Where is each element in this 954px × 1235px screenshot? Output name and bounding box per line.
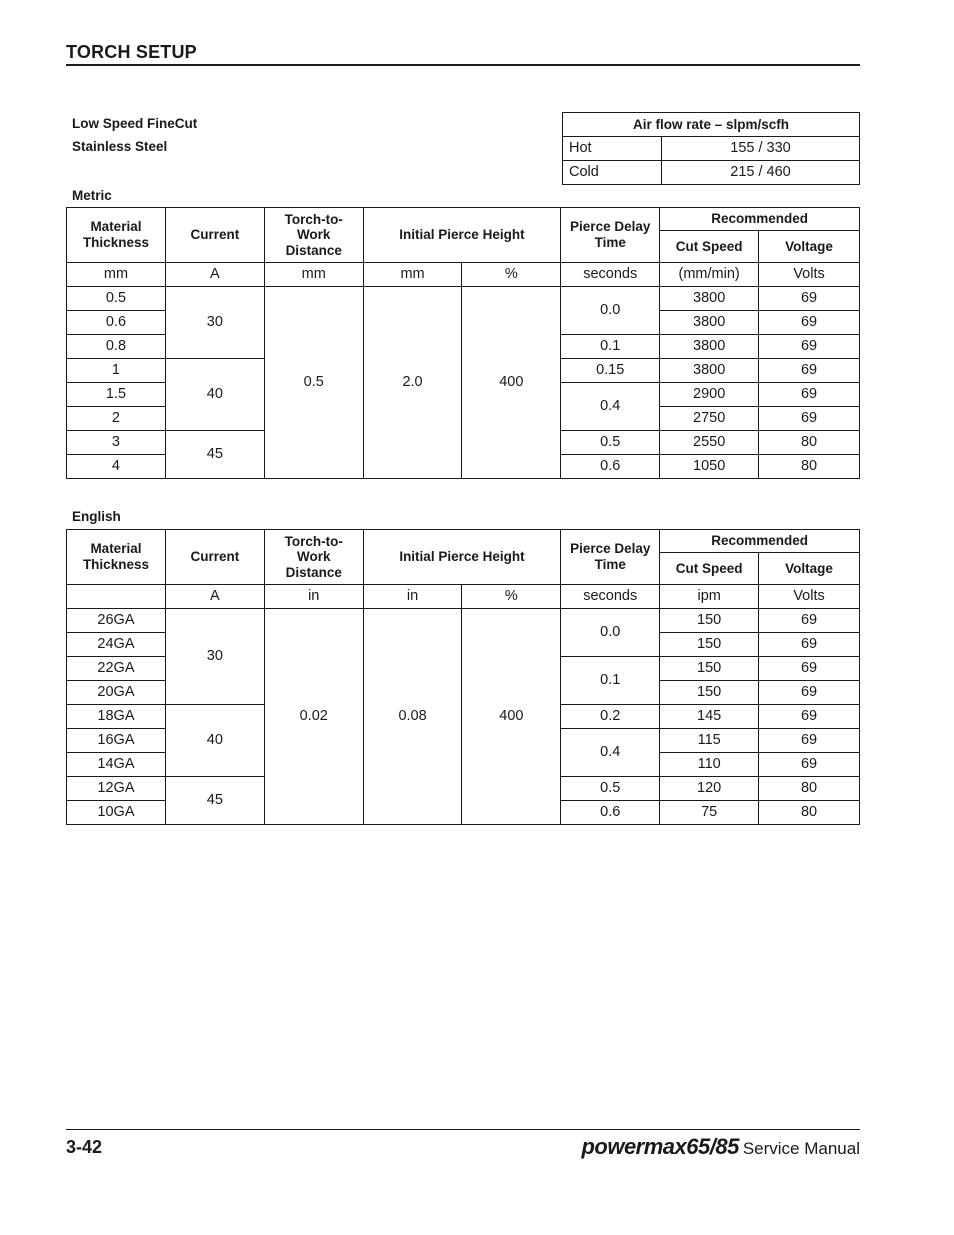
brand-logo: powermax65/85 — [581, 1134, 739, 1159]
voltage-cell: 69 — [759, 609, 860, 633]
material-name: Stainless Steel — [72, 139, 168, 154]
unit-cell: mm — [264, 263, 363, 287]
cut-speed-cell: 75 — [660, 801, 759, 825]
unit-cell: A — [165, 585, 264, 609]
col-thickness: Material Thickness — [67, 208, 166, 263]
voltage-cell: 80 — [759, 431, 860, 455]
metric-table — [66, 207, 860, 479]
col-pierce-delay: Pierce Delay Time — [561, 530, 660, 585]
cut-speed-cell: 2900 — [660, 383, 759, 407]
thickness-cell: 10GA — [67, 801, 166, 825]
voltage-cell: 80 — [759, 455, 860, 479]
col-torch-to-work: Torch-to-Work Distance — [264, 208, 363, 263]
units-row — [67, 585, 860, 609]
cut-speed-cell: 115 — [660, 729, 759, 753]
col-current: Current — [165, 530, 264, 585]
voltage-cell: 69 — [759, 753, 860, 777]
thickness-cell: 4 — [67, 455, 166, 479]
voltage-cell: 69 — [759, 729, 860, 753]
current-cell: 30 — [165, 609, 264, 705]
voltage-cell: 80 — [759, 801, 860, 825]
voltage-cell: 69 — [759, 681, 860, 705]
table-row — [563, 137, 860, 161]
air-flow-value: 215 / 460 — [662, 161, 860, 185]
pierce-delay-cell: 0.0 — [561, 287, 660, 335]
cut-speed-cell: 3800 — [660, 287, 759, 311]
unit-cell: % — [462, 585, 561, 609]
cut-speed-cell: 3800 — [660, 335, 759, 359]
col-recommended: Recommended — [660, 530, 860, 553]
col-pierce-height: Initial Pierce Height — [363, 530, 561, 585]
current-cell: 30 — [165, 287, 264, 359]
col-torch-to-work: Torch-to-Work Distance — [264, 530, 363, 585]
process-name: Low Speed FineCut — [72, 116, 198, 131]
col-cut-speed: Cut Speed — [660, 231, 759, 263]
pierce-delay-cell: 0.2 — [561, 705, 660, 729]
thickness-cell: 0.5 — [67, 287, 166, 311]
air-flow-label: Hot — [563, 137, 662, 161]
cut-speed-cell: 2550 — [660, 431, 759, 455]
thickness-cell: 26GA — [67, 609, 166, 633]
metric-label: Metric — [72, 188, 112, 203]
voltage-cell: 69 — [759, 657, 860, 681]
thickness-cell: 0.6 — [67, 311, 166, 335]
cut-speed-cell: 150 — [660, 609, 759, 633]
cut-speed-cell: 3800 — [660, 359, 759, 383]
current-cell: 45 — [165, 431, 264, 479]
cut-speed-cell: 110 — [660, 753, 759, 777]
table-row — [67, 287, 860, 311]
torch-to-work-cell: 0.5 — [264, 287, 363, 479]
col-voltage: Voltage — [759, 231, 860, 263]
current-cell: 40 — [165, 705, 264, 777]
cut-speed-cell: 1050 — [660, 455, 759, 479]
thickness-cell: 16GA — [67, 729, 166, 753]
pierce-delay-cell: 0.4 — [561, 729, 660, 777]
thickness-cell: 3 — [67, 431, 166, 455]
thickness-cell: 18GA — [67, 705, 166, 729]
pierce-height-pct-cell: 400 — [462, 287, 561, 479]
cut-speed-cell: 2750 — [660, 407, 759, 431]
pierce-delay-cell: 0.5 — [561, 777, 660, 801]
pierce-delay-cell: 0.0 — [561, 609, 660, 657]
current-cell: 45 — [165, 777, 264, 825]
thickness-cell: 1 — [67, 359, 166, 383]
cut-speed-cell: 150 — [660, 633, 759, 657]
table-row — [563, 161, 860, 185]
thickness-cell: 12GA — [67, 777, 166, 801]
voltage-cell: 69 — [759, 335, 860, 359]
voltage-cell: 69 — [759, 407, 860, 431]
pierce-delay-cell: 0.5 — [561, 431, 660, 455]
pierce-delay-cell: 0.15 — [561, 359, 660, 383]
pierce-delay-cell: 0.1 — [561, 657, 660, 705]
pierce-delay-cell: 0.6 — [561, 801, 660, 825]
voltage-cell: 69 — [759, 287, 860, 311]
voltage-cell: 80 — [759, 777, 860, 801]
unit-cell: Volts — [759, 263, 860, 287]
col-pierce-height: Initial Pierce Height — [363, 208, 561, 263]
section-title: TORCH SETUP — [66, 42, 197, 62]
unit-cell: seconds — [561, 263, 660, 287]
units-row — [67, 263, 860, 287]
cut-speed-cell: 120 — [660, 777, 759, 801]
english-table — [66, 529, 860, 825]
unit-cell: A — [165, 263, 264, 287]
thickness-cell: 14GA — [67, 753, 166, 777]
unit-cell: in — [264, 585, 363, 609]
voltage-cell: 69 — [759, 705, 860, 729]
pierce-delay-cell: 0.4 — [561, 383, 660, 431]
footer-brand — [581, 1134, 860, 1160]
col-voltage: Voltage — [759, 553, 860, 585]
air-flow-title: Air flow rate – slpm/scfh — [563, 113, 860, 137]
voltage-cell: 69 — [759, 311, 860, 335]
unit-cell: ipm — [660, 585, 759, 609]
cut-speed-cell: 150 — [660, 657, 759, 681]
air-flow-label: Cold — [563, 161, 662, 185]
pierce-delay-cell: 0.6 — [561, 455, 660, 479]
air-flow-table — [562, 112, 860, 185]
thickness-cell: 20GA — [67, 681, 166, 705]
unit-cell: Volts — [759, 585, 860, 609]
cut-speed-cell: 145 — [660, 705, 759, 729]
pierce-height-cell: 0.08 — [363, 609, 462, 825]
thickness-cell: 22GA — [67, 657, 166, 681]
voltage-cell: 69 — [759, 359, 860, 383]
unit-cell — [67, 585, 166, 609]
col-pierce-delay: Pierce Delay Time — [561, 208, 660, 263]
col-cut-speed: Cut Speed — [660, 553, 759, 585]
cut-speed-cell: 150 — [660, 681, 759, 705]
thickness-cell: 0.8 — [67, 335, 166, 359]
unit-cell: mm — [363, 263, 462, 287]
col-thickness: Material Thickness — [67, 530, 166, 585]
current-cell: 40 — [165, 359, 264, 431]
thickness-cell: 24GA — [67, 633, 166, 657]
voltage-cell: 69 — [759, 633, 860, 657]
voltage-cell: 69 — [759, 383, 860, 407]
torch-to-work-cell: 0.02 — [264, 609, 363, 825]
header-divider — [66, 64, 860, 66]
unit-cell: in — [363, 585, 462, 609]
col-recommended: Recommended — [660, 208, 860, 231]
unit-cell: mm — [67, 263, 166, 287]
pierce-delay-cell: 0.1 — [561, 335, 660, 359]
unit-cell: % — [462, 263, 561, 287]
pierce-height-pct-cell: 400 — [462, 609, 561, 825]
unit-cell: seconds — [561, 585, 660, 609]
page-number: 3-42 — [66, 1137, 103, 1157]
footer-divider — [66, 1129, 860, 1130]
pierce-height-cell: 2.0 — [363, 287, 462, 479]
manual-type: Service Manual — [742, 1139, 860, 1158]
air-flow-value: 155 / 330 — [662, 137, 860, 161]
thickness-cell: 1.5 — [67, 383, 166, 407]
thickness-cell: 2 — [67, 407, 166, 431]
col-current: Current — [165, 208, 264, 263]
cut-speed-cell: 3800 — [660, 311, 759, 335]
table-row — [67, 609, 860, 633]
unit-cell: (mm/min) — [660, 263, 759, 287]
english-label: English — [72, 509, 121, 524]
